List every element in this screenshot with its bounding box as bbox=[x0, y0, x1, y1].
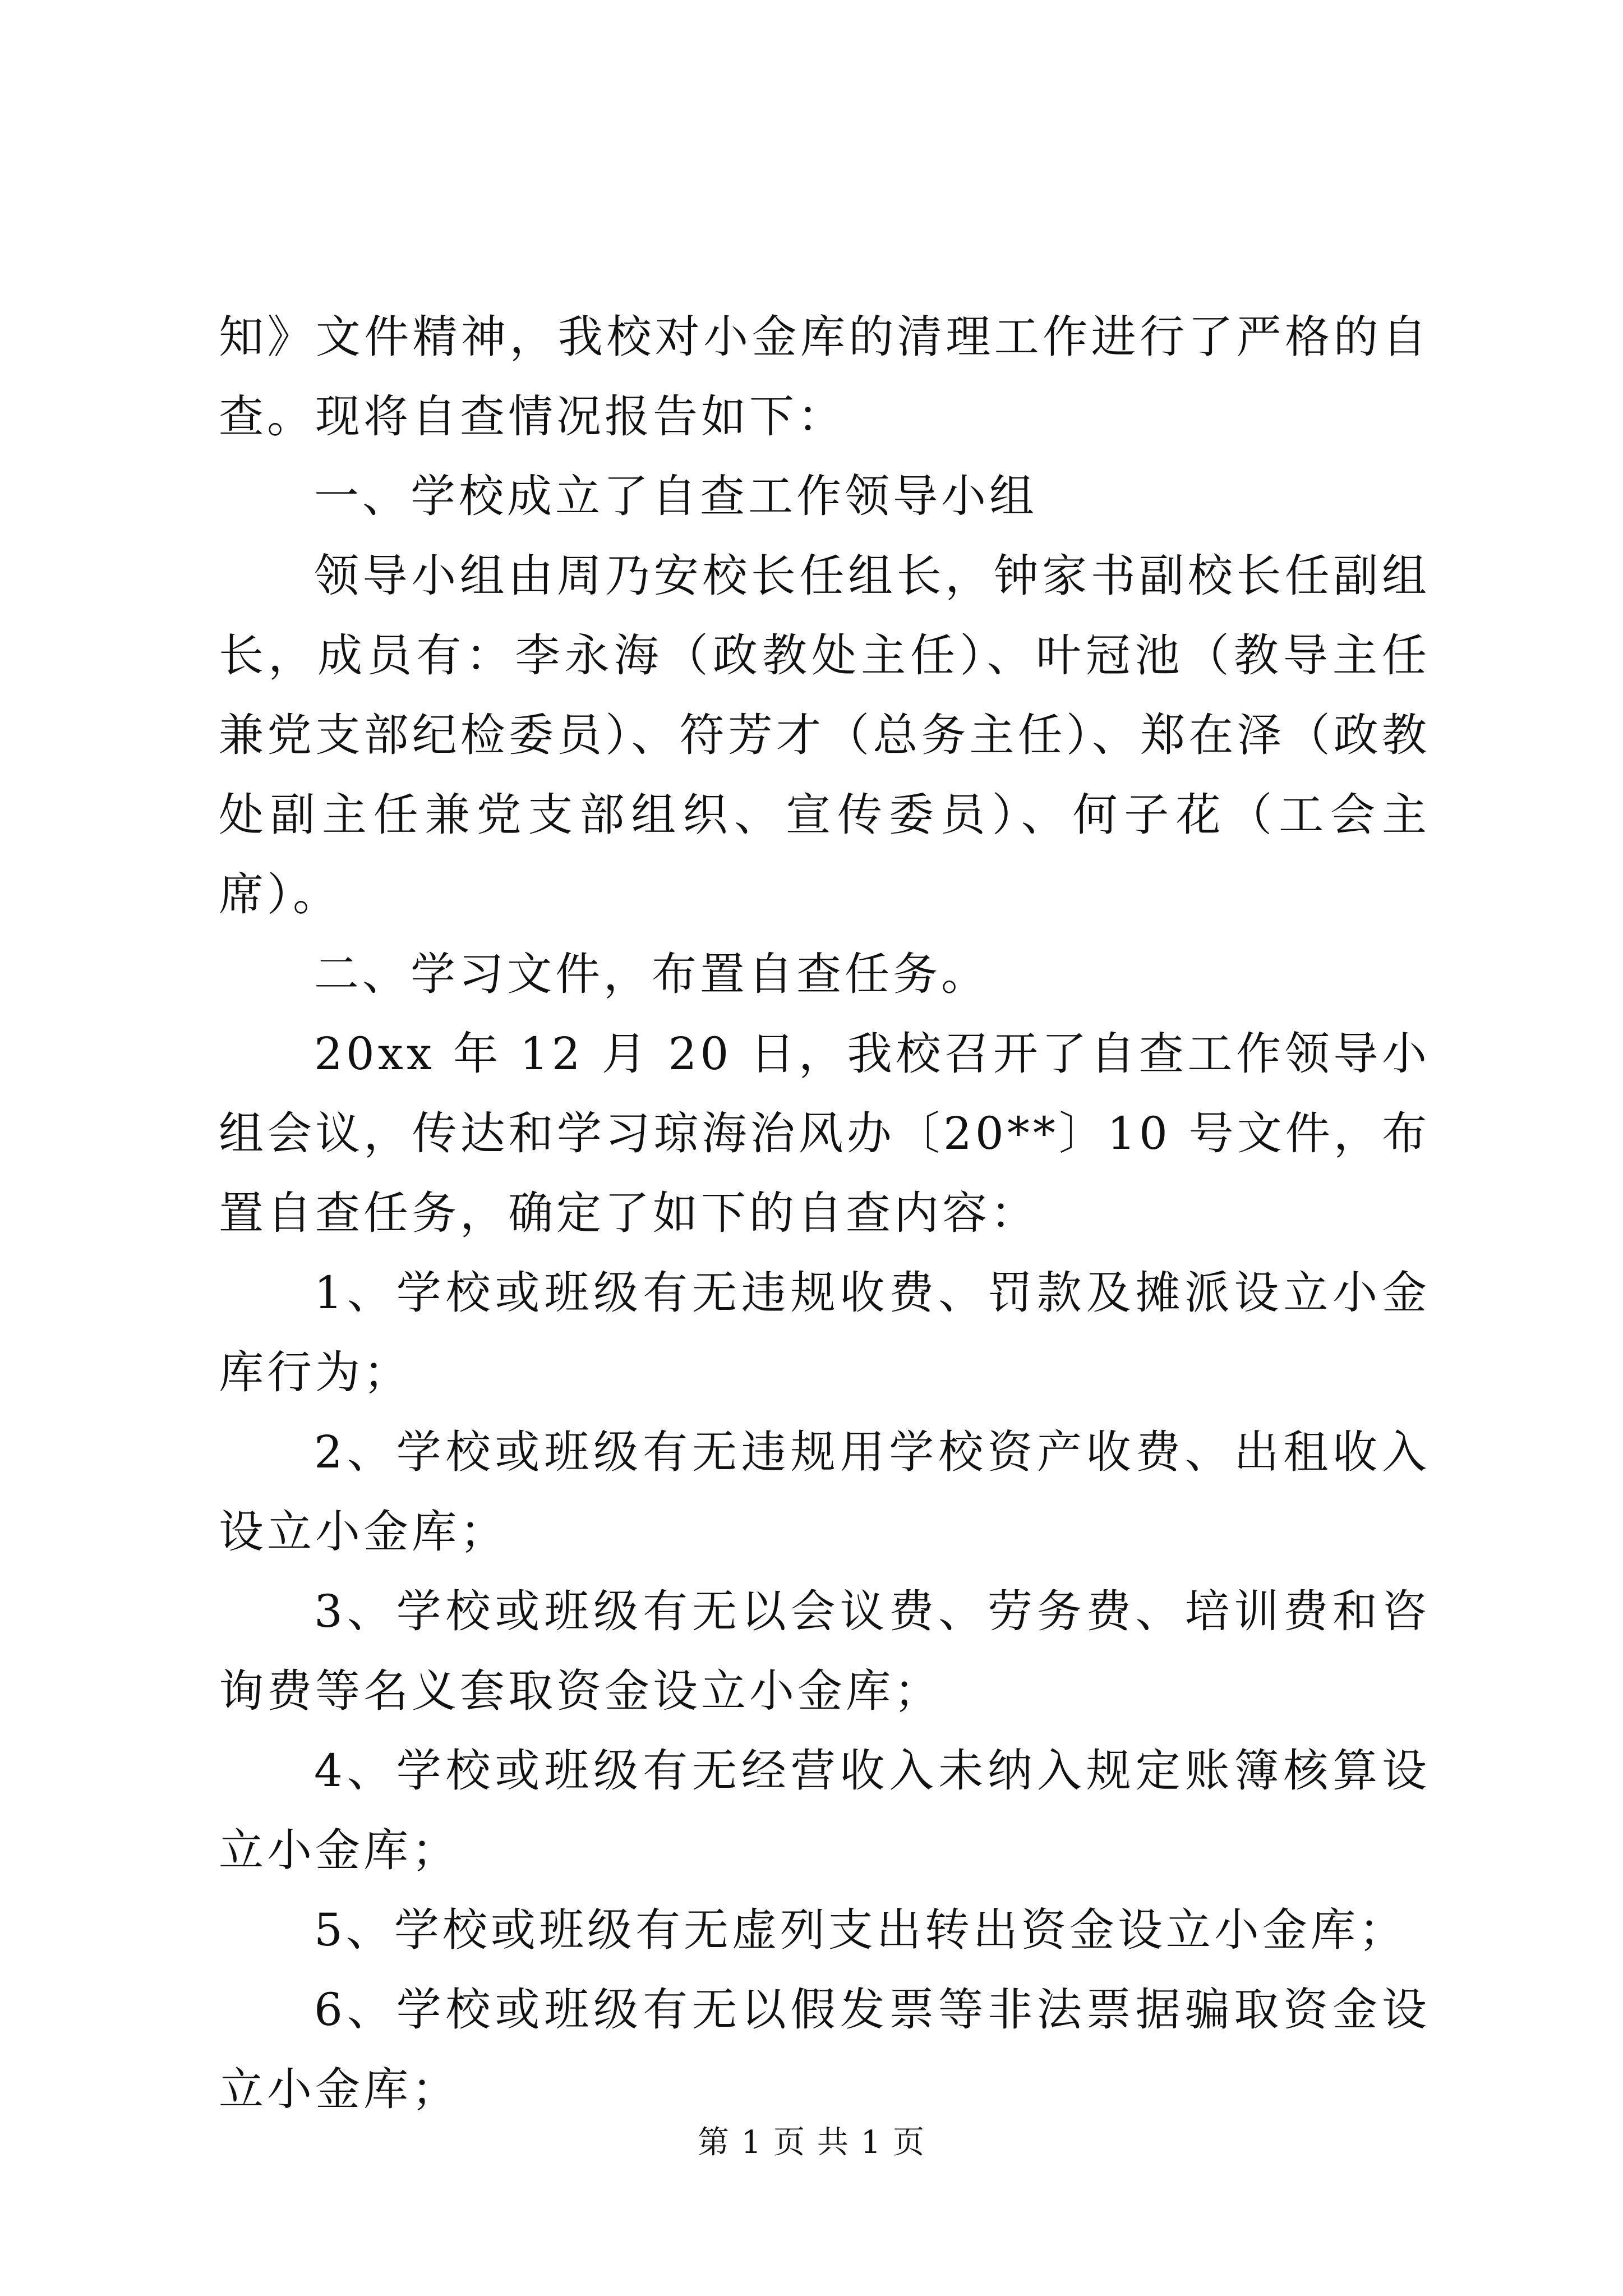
section-heading-1: 一、学校成立了自查工作领导小组 bbox=[314, 470, 1038, 522]
section-heading-2: 二、学习文件，布置自查任务。 bbox=[314, 948, 989, 1000]
document-body bbox=[219, 297, 1430, 2129]
list-item-5: 5、学校或班级有无虚列支出转出资金设立小金库； bbox=[314, 1904, 1407, 1956]
paragraph-leadership-group: 领导小组由周乃安校长任组长，钟家书副校长任副组长，成员有：李永海（政教处主任）、叶冠池（教导主任兼党支部纪检委员）、符芳才（总务主任）、郑在泽（政教处副主任兼党支部组织、宣传委员）、何子花（工会主席）。 bbox=[219, 550, 1430, 921]
page-footer: 第 1 页 共 1 页 bbox=[697, 2124, 926, 2161]
paragraph-1: 知》文件精神，我校对小金库的清理工作进行了严格的自查。现将自查情况报告如下： bbox=[219, 311, 1430, 443]
list-item-2: 2、学校或班级有无违规用学校资产收费、出租收入设立小金库； bbox=[219, 1426, 1430, 1558]
list-item-3: 3、学校或班级有无以会议费、劳务费、培训费和咨询费等名义套取资金设立小金库； bbox=[219, 1585, 1430, 1717]
list-item-1: 1、学校或班级有无违规收费、罚款及摊派设立小金库行为； bbox=[219, 1267, 1430, 1398]
list-item-4: 4、学校或班级有无经营收入未纳入规定账簿核算设立小金库； bbox=[219, 1745, 1430, 1876]
list-item-6: 6、学校或班级有无以假发票等非法票据骗取资金设立小金库； bbox=[219, 1984, 1430, 2115]
paragraph-meeting: 20xx 年 12 月 20 日，我校召开了自查工作领导小组会议，传达和学习琼海治风办〔20**〕10 号文件，布置自查任务，确定了如下的自查内容： bbox=[219, 1028, 1430, 1239]
